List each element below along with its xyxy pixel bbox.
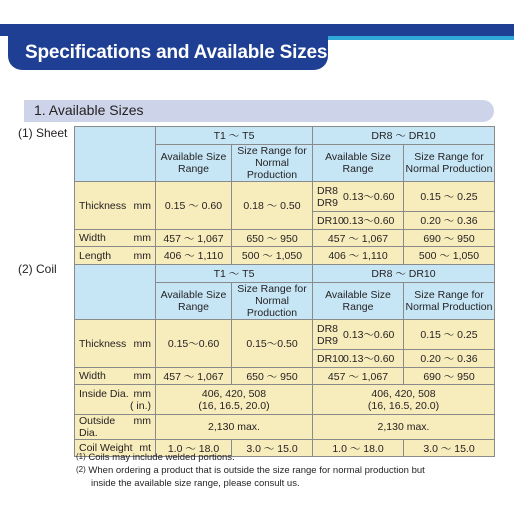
coil-weight-t-norm: 3.0 〜 15.0 — [232, 440, 313, 457]
header-accent-line — [328, 36, 514, 40]
sheet-length-t-avail: 406 〜 1,110 — [156, 247, 232, 265]
coil-width-dr-norm: 690 〜 950 — [404, 368, 495, 385]
sheet-label: (1) Sheet — [18, 126, 68, 140]
footnote-1: $^{(1)}$ Coils may include welded portions. — [76, 452, 235, 463]
coil-thickness-dr8-norm: 0.15 〜 0.25 — [404, 320, 495, 350]
coil-inside-t: 406, 420, 508 (16, 16.5, 20.0) — [156, 385, 313, 415]
coil-thickness-label: Thickness mm — [75, 320, 156, 368]
coil-weight-label: Coil Weight mt — [75, 440, 156, 457]
sheet-table — [74, 126, 495, 265]
coil-width-t-avail: 457 〜 1,067 — [156, 368, 232, 385]
coil-group-t: T1 〜 T5 — [156, 265, 313, 283]
coil-thickness-dr10-norm: 0.20 〜 0.36 — [404, 350, 495, 368]
coil-outside-label: Outside Dia. mm — [75, 415, 156, 440]
sheet-corner-cell — [75, 127, 156, 182]
sheet-thickness-dr10-norm: 0.20 〜 0.36 — [404, 212, 495, 230]
coil-weight-dr-norm: 3.0 〜 15.0 — [404, 440, 495, 457]
section-bar — [24, 100, 494, 122]
sheet-thickness-label: Thickness mm — [75, 182, 156, 230]
sheet-length-label: Length mm — [75, 247, 156, 265]
top-stripe — [0, 24, 514, 36]
coil-weight-t-avail: 1.0 〜 18.0 — [156, 440, 232, 457]
coil-col-t-avail: Available Size Range — [156, 283, 232, 320]
coil-width-t-norm: 650 〜 950 — [232, 368, 313, 385]
footnote-2-cont: inside the available size range, please consult us. — [91, 478, 300, 489]
sheet-thickness-dr8-norm: 0.15 〜 0.25 — [404, 182, 495, 212]
coil-outside-t: 2,130 max. — [156, 415, 313, 440]
sheet-thickness-t-avail: 0.15 〜 0.60 — [156, 182, 232, 230]
page-header — [8, 36, 328, 70]
coil-col-dr-avail: Available Size Range — [313, 283, 404, 320]
coil-weight-dr-avail: 1.0 〜 18.0 — [313, 440, 404, 457]
coil-inside-dr: 406, 420, 508 (16, 16.5, 20.0) — [313, 385, 495, 415]
coil-label: (2) Coil — [18, 262, 57, 276]
coil-group-dr: DR8 〜 DR10 — [313, 265, 495, 283]
sheet-thickness-t-norm: 0.18 〜 0.50 — [232, 182, 313, 230]
sheet-width-label: Width mm — [75, 230, 156, 247]
coil-col-dr-norm: Size Range for Normal Production — [404, 283, 495, 320]
sheet-group-t: T1 〜 T5 — [156, 127, 313, 145]
sheet-length-dr-norm: 500 〜 1,050 — [404, 247, 495, 265]
coil-width-label: Width mm — [75, 368, 156, 385]
sheet-col-t-avail: Available Size Range — [156, 145, 232, 182]
coil-width-dr-avail: 457 〜 1,067 — [313, 368, 404, 385]
coil-thickness-t-avail: 0.15〜0.60 — [156, 320, 232, 368]
coil-thickness-t-norm: 0.15〜0.50 — [232, 320, 313, 368]
sheet-col-dr-avail: Available Size Range — [313, 145, 404, 182]
page-title: Specifications and Available Sizes — [25, 42, 328, 63]
coil-outside-dr: 2,130 max. — [313, 415, 495, 440]
coil-inside-label: Inside Dia. mm ( in.) — [75, 385, 156, 415]
coil-thickness-dr8-avail: DR8 DR9 0.13〜0.60 — [313, 320, 404, 350]
coil-corner-cell — [75, 265, 156, 320]
sheet-length-dr-avail: 406 〜 1,110 — [313, 247, 404, 265]
footnote-2: $^{(2)}$ When ordering a product that is outside the size range for normal production but — [76, 465, 425, 476]
coil-thickness-dr10-avail: DR10 0.13〜0.60 — [313, 350, 404, 368]
sheet-group-dr: DR8 〜 DR10 — [313, 127, 495, 145]
sheet-width-t-norm: 650 〜 950 — [232, 230, 313, 247]
sheet-thickness-dr8-avail: DR8 DR9 0.13〜0.60 — [313, 182, 404, 212]
sheet-length-t-norm: 500 〜 1,050 — [232, 247, 313, 265]
sheet-width-dr-avail: 457 〜 1,067 — [313, 230, 404, 247]
coil-table — [74, 264, 495, 457]
sheet-thickness-dr10-avail: DR10 0.13〜0.60 — [313, 212, 404, 230]
coil-col-t-norm: Size Range for Normal Production — [232, 283, 313, 320]
section-title: 1. Available Sizes — [34, 102, 144, 118]
sheet-width-dr-norm: 690 〜 950 — [404, 230, 495, 247]
sheet-col-dr-norm: Size Range for Normal Production — [404, 145, 495, 182]
sheet-width-t-avail: 457 〜 1,067 — [156, 230, 232, 247]
sheet-col-t-norm: Size Range for Normal Production — [232, 145, 313, 182]
